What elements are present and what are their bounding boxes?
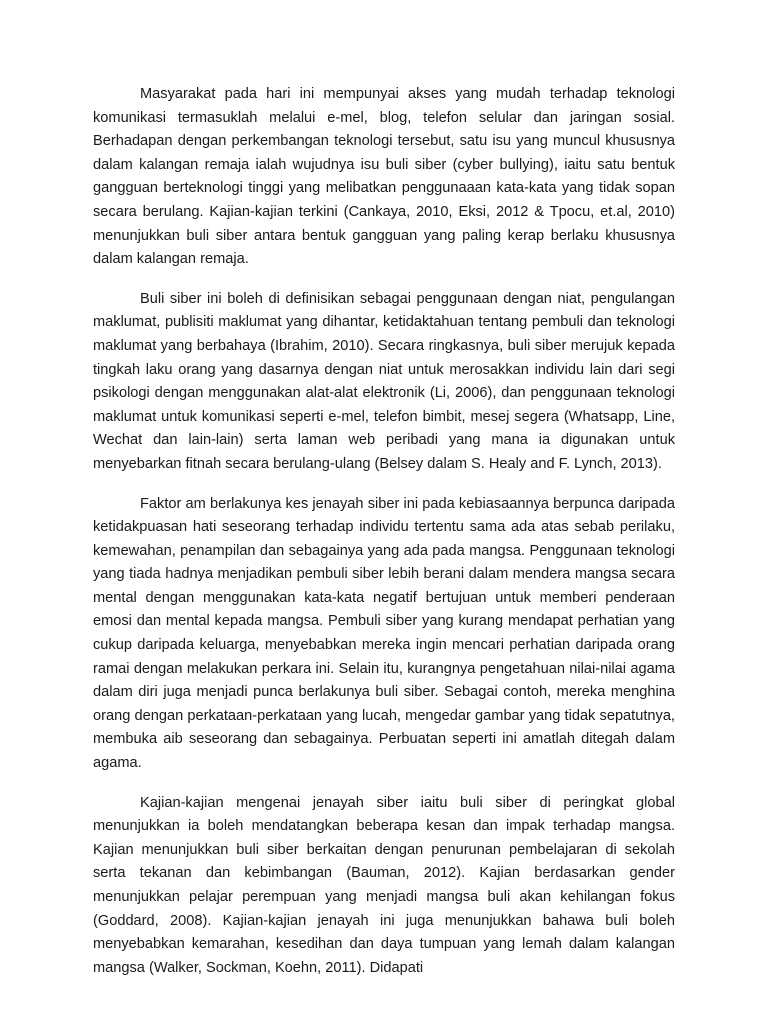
paragraph-3: Faktor am berlakunya kes jenayah siber ini pada kebiasaannya berpunca daripada ketidakpuasan hati seseorang terhadap individu tertentu sama ada atas sebab perilaku, kemewahan, penampilan dan sebagainya yang ada pada mangsa. Penggunaan teknologi yang tiada hadnya menjadikan pembuli siber lebih berani dalam mendera mangsa secara mental dengan menggunakan kata-kata negatif bertujuan untuk memberi penderaan emosi dan mental kepada mangsa. Pembuli siber yang kurang mendapat perhatian yang cukup daripada keluarga, menyebabkan mereka ingin mencari perhatian daripada orang ramai dengan melakukan perkara ini. Selain itu, kurangnya pengetahuan nilai-nilai agama dalam diri juga menjadi punca berlakunya buli siber. Sebagai contoh, mereka menghina orang dengan perkataan-perkataan yang lucah, mengedar gambar yang tidak sepatutnya, membuka aib seseorang dan sebagainya. Perbuatan seperti ini amatlah ditegah dalam agama.	[93, 495, 675, 772]
paragraph-2: Buli siber ini boleh di definisikan sebagai penggunaan dengan niat, pengulangan maklumat, publisiti maklumat yang dihantar, ketidaktahuan tentang pembuli dan teknologi maklumat yang berbahaya (Ibrahim, 2010). Secara ringkasnya, buli siber merujuk kepada tingkah laku orang yang dasarnya dengan niat untuk merosakkan individu lain dari segi psikologi dengan menggunakan alat-alat elektronik (Li, 2006), dan penggunaan teknologi maklumat untuk komunikasi seperti e-mel, telefon bimbit, mesej segera (Whatsapp, Line, Wechat dan lain-lain) serta laman web peribadi yang mana ia digunakan untuk menyebarkan fitnah secara berulang-ulang (Belsey dalam S. Healy and F. Lynch, 2013).	[93, 290, 675, 472]
paragraph-1: Masyarakat pada hari ini mempunyai akses yang mudah terhadap teknologi komunikasi termasuklah melalui e-mel, blog, telefon selular dan jaringan sosial. Berhadapan dengan perkembangan teknologi tersebut, satu isu yang muncul khususnya dalam kalangan remaja ialah wujudnya isu buli siber (cyber bullying), iaitu satu bentuk gangguan berteknologi tinggi yang melibatkan penggunaaan kata-kata yang tidak sopan secara berulang. Kajian-kajian terkini (Cankaya, 2010, Eksi, 2012 & Tpocu, et.al, 2010) menunjukkan buli siber antara bentuk gangguan yang paling kerap berlaku khususnya dalam kalangan remaja.	[93, 86, 675, 268]
paragraph-4: Kajian-kajian mengenai jenayah siber iaitu buli siber di peringkat global menunjukkan ia boleh mendatangkan beberapa kesan dan impak terhadap mangsa. Kajian menunjukkan buli siber berkaitan dengan penurunan pembelajaran di sekolah serta tekanan dan kebimbangan (Bauman, 2012). Kajian berdasarkan gender menunjukkan pelajar perempuan yang menjadi mangsa buli akan kehilangan fokus (Goddard, 2008). Kajian-kajian jenayah ini juga menunjukkan bahawa buli boleh menyebabkan kemarahan, kesedihan dan daya tumpuan yang lemah dalam kalangan mangsa (Walker, Sockman, Koehn, 2011). Didapati	[93, 794, 675, 976]
document-body	[93, 83, 675, 996]
